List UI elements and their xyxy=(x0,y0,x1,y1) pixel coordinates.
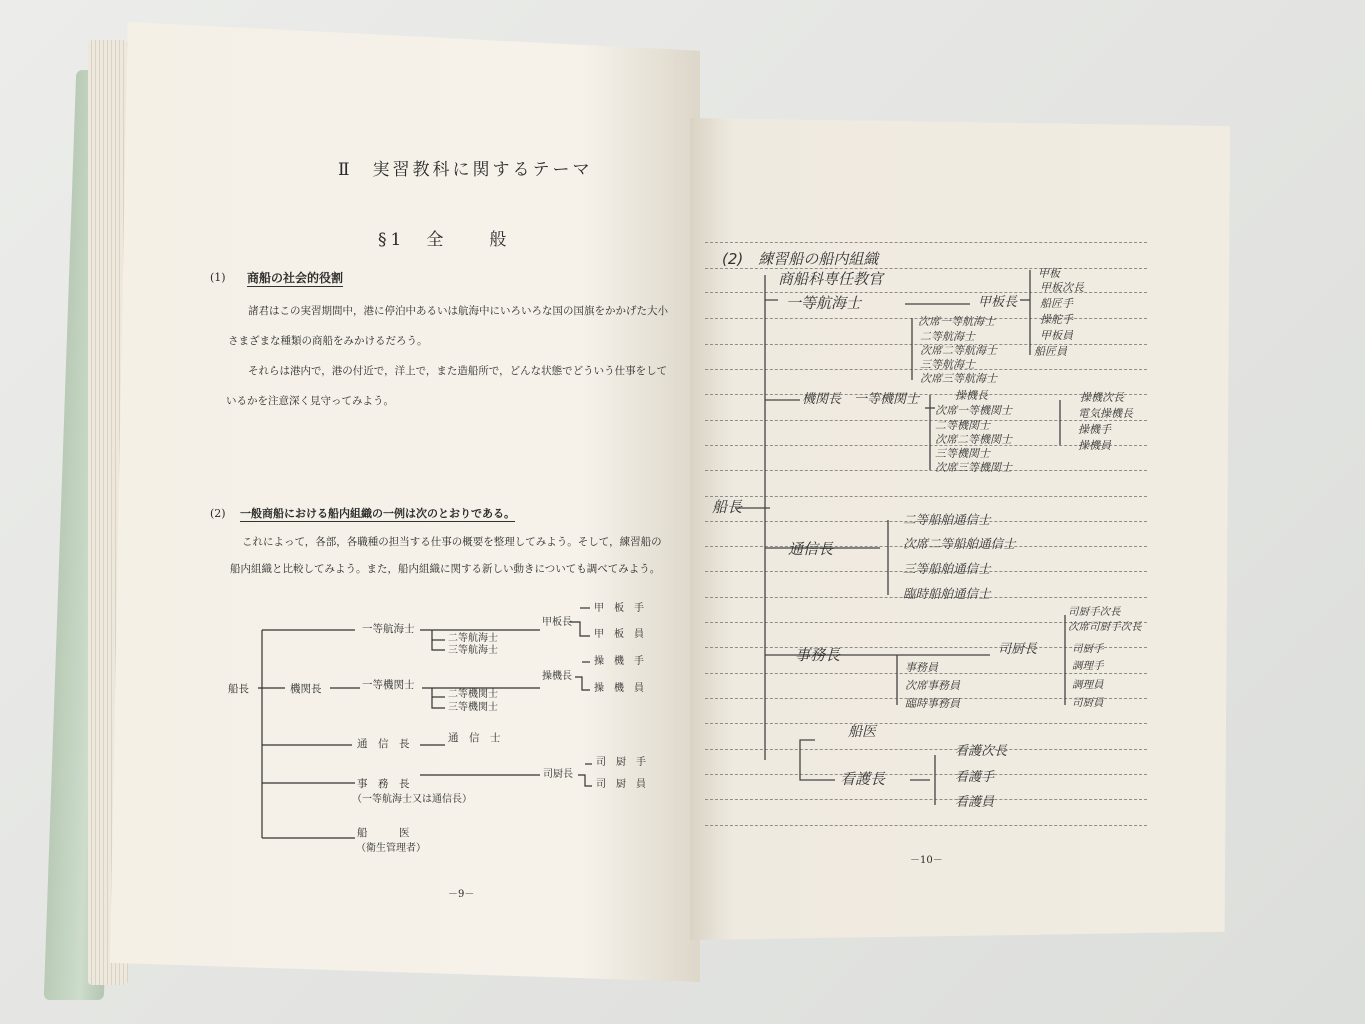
right-cook-staff-3: 司厨手 xyxy=(1072,643,1104,655)
right-purser: 事務長 xyxy=(795,646,841,664)
right-engine-crew-4: 操機員 xyxy=(1078,439,1111,452)
right-first-officer: 一等航海士 xyxy=(786,294,862,312)
right-purser-staff-1: 事務員 xyxy=(905,661,938,674)
chart-chief-engineer: 機関長 xyxy=(290,683,322,695)
right-deck-role-5: 甲板員 xyxy=(1040,329,1073,342)
right-bosun: 甲板長 xyxy=(978,295,1018,310)
right-engineer-4: 次席二等機関士 xyxy=(935,433,1012,446)
right-nurse-3: 看護員 xyxy=(955,795,995,810)
subsection-1-title: 商船の社会的役割 xyxy=(247,271,344,285)
right-nurse-1: 看護次長 xyxy=(955,744,1008,759)
right-captain-note: 商船科専任教官 xyxy=(778,270,884,288)
paragraph-3-line-2: 船内組織と比較してみよう。また，船内組織に関する新しい動きについても調べてみよう。 xyxy=(230,563,661,575)
chart-bosun: 甲板長 xyxy=(542,617,572,628)
right-page-number: －10－ xyxy=(910,855,943,866)
right-deck-officer-2: 二等航海士 xyxy=(920,330,975,343)
right-deck-role-6: 船匠員 xyxy=(1034,345,1067,358)
paragraph-2-line-2: いるかを注意深く見守ってみよう。 xyxy=(226,395,394,407)
chart-radio-chief: 通 信 長 xyxy=(357,738,410,750)
right-cook-staff-4: 調理手 xyxy=(1072,660,1104,672)
chart-second-officer: 二等航海士 xyxy=(448,633,498,644)
chart-first-engineer: 一等機関士 xyxy=(362,679,415,691)
paragraph-1-line-1: 諸君はこの実習期間中，港に停泊中あるいは航海中にいろいろな国の国旗をかかげた大小 xyxy=(248,305,668,317)
right-cook-staff-1: 司厨手次長 xyxy=(1068,606,1121,618)
right-nurse-2: 看護手 xyxy=(955,770,995,785)
subsection-1-number: (1) xyxy=(210,271,226,284)
right-purser-staff-3: 臨時事務員 xyxy=(905,697,960,710)
right-chief-engineer: 機関長 一等機関士 xyxy=(802,392,920,407)
chart-second-engineer: 二等機関士 xyxy=(448,689,498,700)
right-deck-officer-1: 次席一等航海士 xyxy=(918,315,995,328)
subsection-2-number: (2) xyxy=(210,507,226,520)
paragraph-3-line-1: これによって，各部，各職種の担当する仕事の概要を整理してみよう。そして，練習船の xyxy=(242,536,662,548)
chart-third-engineer: 三等機関士 xyxy=(448,702,498,713)
right-radio-officer-4: 臨時船舶通信士 xyxy=(903,586,991,601)
chart-no1-oiler: 操機長 xyxy=(542,671,572,682)
chart-third-officer: 三等航海士 xyxy=(448,645,498,656)
right-engine-crew-1: 操機次長 xyxy=(1080,391,1124,404)
paragraph-1-line-2: さまざまな種類の商船をみかけるだろう。 xyxy=(228,335,428,347)
right-cook-staff-5: 調理員 xyxy=(1072,679,1104,691)
right-engineer-3: 二等機関士 xyxy=(935,419,990,432)
chart-doctor-note: （衛生管理者） xyxy=(356,843,426,854)
chart-purser-note: （一等航海士又は通信長） xyxy=(352,794,472,805)
right-engine-crew-3: 操機手 xyxy=(1078,423,1111,436)
chart-purser: 事 務 長 xyxy=(357,778,410,790)
right-deck-role-3: 船匠手 xyxy=(1040,297,1073,310)
right-deck-officer-3: 次席二等航海士 xyxy=(920,344,997,357)
chart-deck-crew: 甲 板 員 xyxy=(594,629,644,640)
chart-captain: 船長 xyxy=(228,683,249,695)
subsection-2-title: 一般商船における船内組織の一例は次のとおりである。 xyxy=(240,507,515,520)
right-engineer-5: 三等機関士 xyxy=(935,447,990,460)
chart-chief-cook: 司厨長 xyxy=(543,769,573,780)
right-engineer-6: 次席三等機関士 xyxy=(935,461,1012,474)
right-captain: 船長 xyxy=(712,498,743,516)
right-cook-staff-6: 司厨員 xyxy=(1072,697,1104,709)
right-deck-role-2: 甲板次長 xyxy=(1040,281,1084,294)
chart-oiler-1: 操 機 手 xyxy=(594,656,644,667)
chart-cook-2: 司 厨 員 xyxy=(596,779,646,790)
right-engine-crew-2: 電気操機長 xyxy=(1078,407,1133,420)
right-heading: (2) 練習船の船内組織 xyxy=(722,250,879,268)
right-purser-staff-2: 次席事務員 xyxy=(905,679,960,692)
right-cook-staff-2: 次席司厨手次長 xyxy=(1068,621,1142,633)
right-engineer-1: 操機長 xyxy=(955,389,988,402)
section-title: §1 全 般 xyxy=(378,230,511,250)
right-radio-officer-1: 二等船舶通信士 xyxy=(903,512,991,527)
chart-doctor: 船 医 xyxy=(357,827,410,839)
right-radio-officer-2: 次席二等船舶通信士 xyxy=(903,536,1016,551)
right-chief-cook: 司厨長 xyxy=(998,642,1038,657)
chart-oiler-2: 操 機 員 xyxy=(594,683,644,694)
right-deck-officer-5: 次席三等航海士 xyxy=(920,372,997,385)
right-engineer-2: 次席一等機関士 xyxy=(935,404,1012,417)
right-head-nurse: 看護長 xyxy=(840,770,886,788)
right-deck-officer-4: 三等航海士 xyxy=(920,358,975,371)
chart-cook-1: 司 厨 手 xyxy=(596,757,646,768)
right-radio-officer-3: 三等船舶通信士 xyxy=(903,561,991,576)
chart-first-officer: 一等航海士 xyxy=(362,623,415,635)
left-page-number: －9－ xyxy=(448,889,475,900)
right-radio-chief: 通信長 xyxy=(788,540,834,558)
chapter-title: Ⅱ 実習教科に関するテーマ xyxy=(338,160,593,180)
right-deck-role-1: 甲板 xyxy=(1038,267,1060,280)
right-deck-role-4: 操舵手 xyxy=(1040,313,1073,326)
chart-radio-officer: 通 信 士 xyxy=(448,732,501,744)
paragraph-2-line-1: それらは港内で，港の付近で，洋上で，また造船所で，どんな状態でどういう仕事をして xyxy=(248,365,668,377)
chart-deck-hand: 甲 板 手 xyxy=(594,603,644,614)
right-doctor: 船医 xyxy=(848,724,876,740)
